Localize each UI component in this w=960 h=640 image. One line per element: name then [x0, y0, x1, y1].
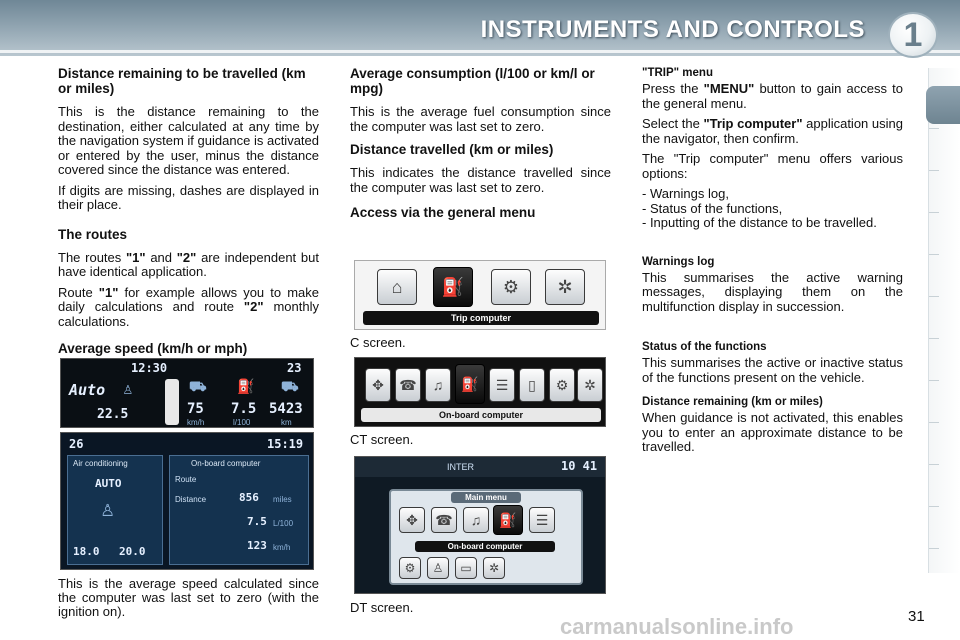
heading-status-functions: Status of the functions	[642, 341, 767, 353]
display-screen-2	[60, 432, 314, 570]
chapter-number: 1	[903, 15, 923, 54]
row-value: 123	[247, 539, 267, 552]
media-icon: ♫	[463, 507, 489, 533]
row-label: Route	[175, 475, 197, 484]
trip-computer-icon: ⛽	[433, 267, 473, 307]
paragraph	[642, 117, 903, 146]
fuel-icon: ⛽	[237, 379, 255, 395]
average-consumption-unit: l/100	[233, 418, 251, 427]
text: and	[145, 249, 177, 265]
dt-screen-image	[354, 456, 606, 594]
text: Press the	[642, 81, 704, 96]
list-icon: ☰	[529, 507, 555, 533]
tab-mark	[929, 464, 939, 465]
distance-value: 5423	[269, 401, 303, 417]
average-consumption-value: 7.5	[231, 401, 257, 417]
left-temperature: 18.0	[73, 545, 100, 558]
column-1	[58, 66, 319, 365]
trip-computer-label: "Trip computer"	[703, 116, 803, 131]
options-list	[642, 187, 903, 231]
tab-mark	[929, 422, 939, 423]
phone-icon: ☎	[431, 507, 457, 533]
row-value: 856	[239, 491, 259, 504]
trip-computer-icon: ⛽	[455, 364, 485, 404]
navigation-icon: ⌂	[377, 269, 417, 305]
heading-trip-menu: "TRIP" menu	[642, 67, 713, 79]
text: monthly calculations.	[58, 299, 319, 329]
speed-caption: This is the average speed calculated since the computer was last set to zero (with the ignition on).	[58, 576, 319, 619]
menu-label: On-board computer	[415, 541, 555, 552]
header-divider	[0, 50, 960, 53]
c-screen-caption: C screen.	[350, 335, 406, 350]
row-unit: km/h	[273, 543, 291, 552]
tab-mark	[929, 170, 939, 171]
panel-title: Air conditioning	[73, 459, 128, 468]
text: Select the	[642, 116, 704, 131]
row-unit: miles	[273, 495, 292, 504]
settings-icon: ⚙	[549, 368, 575, 402]
tab-mark	[929, 506, 939, 507]
main-menu-title: Main menu	[451, 492, 521, 503]
distance-unit: km	[281, 418, 292, 427]
car-icon: ⛟	[281, 379, 299, 395]
menu-label: Trip computer	[363, 311, 599, 325]
clock: 12:30	[131, 361, 168, 375]
column-3	[642, 66, 903, 461]
outside-temp: 23	[287, 361, 302, 375]
text: for example allows you to make daily calculations and route	[58, 284, 319, 314]
section-tab-active[interactable]	[926, 86, 960, 124]
route-1-label: "1"	[98, 284, 119, 300]
paragraph: When guidance is not activated, this enables you to enter an approximate distance to be travelled.	[642, 410, 903, 454]
heading-distance-remaining-short: Distance remaining (km or miles)	[642, 396, 823, 408]
paragraph	[58, 286, 319, 330]
paragraph: This summarises the active or inactive status of the functions present on the vehicle.	[642, 355, 903, 385]
route-indicator	[165, 379, 179, 425]
heading-warnings-log: Warnings log	[642, 255, 715, 268]
heading-distance-travelled: Distance travelled (km or miles)	[350, 142, 554, 157]
car-icon: ⛟	[189, 379, 207, 395]
settings-icon: ⚙	[491, 269, 531, 305]
paragraph	[642, 82, 903, 111]
menu-button-label: "MENU"	[703, 81, 755, 96]
navigation-icon: ✥	[365, 368, 391, 402]
chapter-badge	[888, 12, 938, 58]
climate-mode: AUTO	[95, 477, 122, 490]
paragraph: This is the distance remaining to the destination, either calculated at any time by the navigation system if guidance is activated or entered by the user, minus the distance covered since the distance was entered.	[58, 104, 319, 177]
list-item: - Inputting of the distance to be travelled.	[642, 215, 877, 230]
heading-access-general-menu: Access via the general menu	[350, 205, 536, 220]
row-label: Distance	[175, 495, 207, 504]
route-2-label: "2"	[243, 299, 264, 314]
c-screen-image	[354, 260, 606, 330]
tab-mark	[929, 548, 939, 549]
right-temperature: 20.0	[119, 545, 146, 558]
dt-screen-caption: DT screen.	[350, 600, 414, 615]
paragraph: This indicates the distance travelled since the computer was last set to zero.	[350, 165, 611, 195]
ct-screen-image	[354, 357, 606, 427]
heading-routes: The routes	[58, 226, 128, 242]
paragraph: This summarises the active warning messages, displaying them on the multifunction display in succession.	[642, 269, 903, 314]
heading-average-speed: Average speed (km/h or mph)	[58, 341, 248, 356]
tab-mark	[929, 128, 939, 129]
menu-label: On-board computer	[361, 408, 601, 422]
tab-mark	[929, 254, 939, 255]
average-speed-value: 75	[187, 401, 204, 417]
text: are independent but have identical application.	[58, 249, 319, 279]
row-unit: L/100	[273, 519, 294, 528]
route-2-label: "2"	[176, 249, 197, 265]
paragraph: This is the average fuel consumption since the computer was last set to zero.	[350, 104, 611, 134]
text: The routes	[58, 249, 127, 265]
seat-icon: ♙	[101, 497, 115, 522]
row-value: 7.5	[247, 515, 267, 528]
text: application using the navigator, then confirm.	[642, 116, 903, 146]
tab-mark	[929, 380, 939, 381]
text: button to gain access to the general menu.	[642, 81, 903, 111]
seat-icon: ♙	[123, 379, 133, 398]
status-label: INTER	[447, 462, 474, 472]
clock: 15:19	[267, 437, 304, 451]
watermark: carmanualsonline.info	[560, 614, 794, 639]
tab-mark	[929, 212, 939, 213]
heading-average-consumption: Average consumption (l/100 or km/l or mpg)	[350, 66, 595, 96]
heading-distance-remaining: Distance remaining to be travelled (km or miles)	[58, 66, 306, 96]
panel-title: On-board computer	[191, 459, 261, 468]
trip-computer-icon: ⛽	[493, 505, 523, 535]
set-temperature: 22.5	[97, 407, 129, 422]
tab-mark	[929, 296, 939, 297]
list-item: - Warnings log,	[642, 186, 729, 201]
paragraph	[58, 251, 319, 280]
outside-temp: 26	[69, 437, 84, 451]
settings-icon: ⚙	[399, 557, 421, 579]
navigation-icon: ✥	[399, 507, 425, 533]
average-speed-unit: km/h	[187, 418, 205, 427]
seat-icon: ♙	[427, 557, 449, 579]
climate-icon: ✲	[545, 269, 585, 305]
chapter-title: INSTRUMENTS AND CONTROLS	[480, 16, 865, 43]
page-number: 31	[908, 608, 925, 625]
ct-screen-caption: CT screen.	[350, 432, 414, 447]
text: Route	[58, 284, 99, 300]
phone-icon: ☎	[395, 368, 421, 402]
list-icon: ☰	[489, 368, 515, 402]
climate-mode: Auto	[69, 381, 106, 399]
section-tab-strip	[928, 68, 960, 573]
display-screen-1	[60, 358, 314, 428]
climate-icon: ✲	[483, 557, 505, 579]
tab-mark	[929, 338, 939, 339]
clock: 10 41	[561, 459, 598, 473]
paragraph: The "Trip computer" menu offers various options:	[642, 151, 903, 181]
climate-icon: ✲	[577, 368, 603, 402]
screen-icon: ▭	[455, 557, 477, 579]
paragraph: If digits are missing, dashes are displayed in their place.	[58, 182, 319, 212]
radio-icon: ♫	[425, 368, 451, 402]
list-item: - Status of the functions,	[642, 200, 783, 216]
mobile-icon: ▯	[519, 368, 545, 402]
route-1-label: "1"	[126, 249, 146, 265]
column-2	[350, 66, 611, 229]
